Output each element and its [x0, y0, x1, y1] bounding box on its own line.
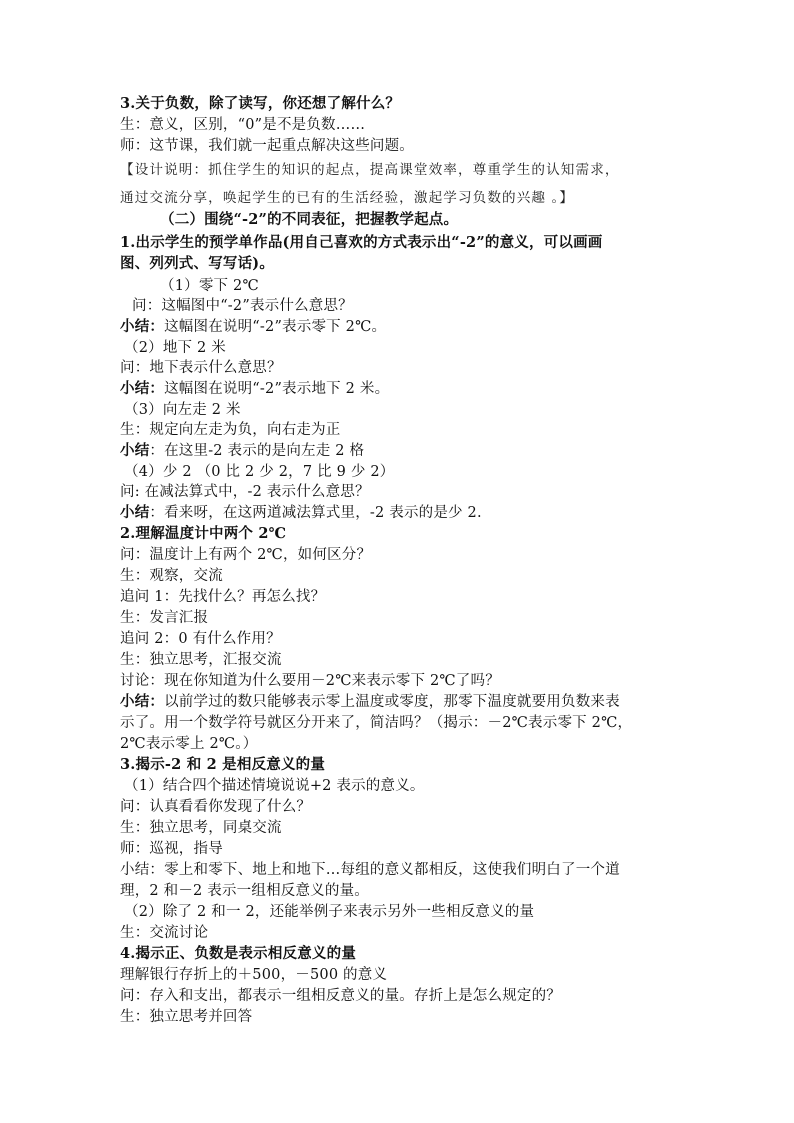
summary-text: 这幅图在说明“-2”表示零下 2℃。: [164, 319, 387, 335]
item-3-summary-line-1: 小结：零上和零下、地上和地下…每组的意义都相反，这使我们明白了一个道: [120, 862, 620, 878]
summary-label: 小结: [120, 442, 150, 459]
item-2-summary-line-1: [120, 692, 680, 712]
case-4-label: （4）少 2 （0 比 2 少 2，7 比 9 少 2）: [124, 464, 395, 480]
item-2-student-1: 生：观察，交流: [120, 568, 223, 584]
case-1-summary: [120, 317, 680, 337]
summary-text: ：在这里-2 表示的是向左走 2 格: [149, 443, 365, 459]
item-3-sub-2: （2）除了 2 和一 2，还能举例子来表示另外一些相反意义的量: [124, 904, 535, 920]
design-note-line-1: 【设计说明：抓住学生的知识的起点，提高课堂效率，尊重学生的认知需求，: [120, 162, 620, 178]
case-1-label: （1）零下 2℃: [160, 278, 259, 294]
heading-question-3: 3.关于负数，除了读写，你还想了解什么？: [120, 95, 401, 112]
item-3-student: 生：独立思考，同桌交流: [120, 820, 282, 836]
item-3-question: 问：认真看看你发现了什么？: [120, 799, 312, 815]
item-3-summary-line-2: 理，2 和－2 表示一组相反意义的量。: [120, 883, 369, 899]
item-2-question: 问：温度计上有两个 2℃，如何区分？: [120, 547, 372, 563]
heading-item-4: 4.揭示正、负数是表示相反意义的量: [120, 945, 357, 962]
item-4-student: 生：独立思考并回答: [120, 1009, 253, 1025]
case-4-summary: [120, 503, 680, 523]
heading-item-3: 3.揭示-2 和 2 是相反意义的量: [120, 756, 326, 773]
summary-label: 小结: [120, 504, 150, 521]
section-heading-2: （二）围绕“-2”的不同表征，把握教学起点。: [160, 211, 459, 228]
heading-item-2: 2.理解温度计中两个 2℃: [120, 525, 287, 542]
item-2-student-3: 生：独立思考，汇报交流: [120, 652, 282, 668]
item-3-sub-1: （1）结合四个描述情境说说+2 表示的意义。: [124, 778, 425, 794]
follow-up-question-1: 追问 1：先找什么？再怎么找？: [120, 589, 326, 605]
item-1-heading-line-2: 图、列列式、写写话)。: [120, 255, 275, 272]
case-2-label: （2）地下 2 米: [124, 340, 226, 356]
item-1-heading-line-1: 1.出示学生的预学单作品(用自己喜欢的方式表示出“-2”的意义，可以画画: [120, 234, 603, 251]
case-3-student: 生：规定向左走为负，向右走为正: [120, 422, 341, 438]
case-4-question: 问: 在减法算式中，-2 表示什么意思？: [120, 484, 370, 500]
summary-text: 这幅图在说明“-2”表示地下 2 米。: [164, 381, 390, 397]
item-2-summary-line-3: 2℃表示零上 2℃。）: [120, 736, 258, 752]
summary-label: 小结：: [120, 380, 165, 397]
item-2-student-2: 生：发言汇报: [120, 610, 209, 626]
summary-text: ：看来呀，在这两道减法算式里，-2 表示的是少 2.: [149, 505, 482, 521]
summary-text: 以前学过的数只能够表示零上温度或零度，那零下温度就要用负数来表: [164, 694, 620, 710]
item-4-question: 问：存入和支出，都表示一组相反意义的量。存折上是怎么规定的？: [120, 988, 561, 1004]
case-3-label: （3）向左走 2 米: [124, 402, 241, 418]
case-2-question: 问：地下表示什么意思？: [120, 360, 282, 376]
follow-up-question-2: 追问 2：0 有什么作用？: [120, 631, 281, 647]
design-note-line-2: 通过交流分享，唤起学生的已有的生活经验，激起学习负数的兴趣 。】: [120, 190, 575, 206]
teacher-line: 师：这节课，我们就一起重点解决这些问题。: [120, 138, 414, 154]
case-3-summary: [120, 441, 680, 461]
summary-label: 小结：: [120, 693, 165, 710]
item-3-student-2: 生：交流讨论: [120, 925, 209, 941]
discussion-line: 讨论：现在你知道为什么要用－2℃来表示零下 2℃了吗？: [120, 673, 500, 689]
item-4-text: 理解银行存折上的＋500，－500 的意义: [120, 967, 388, 983]
case-1-question: 问：这幅图中“-2”表示什么意思？: [132, 298, 353, 314]
item-3-teacher: 师：巡视，指导: [120, 841, 223, 857]
case-2-summary: [120, 379, 680, 399]
summary-label: 小结：: [120, 318, 165, 335]
item-2-summary-line-2: 示了。用一个数学符号就区分开来了，简洁吗？（揭示：－2℃表示零下 2℃，: [120, 715, 633, 731]
student-answer-line: 生：意义，区别，“0”是不是负数……: [120, 117, 366, 133]
